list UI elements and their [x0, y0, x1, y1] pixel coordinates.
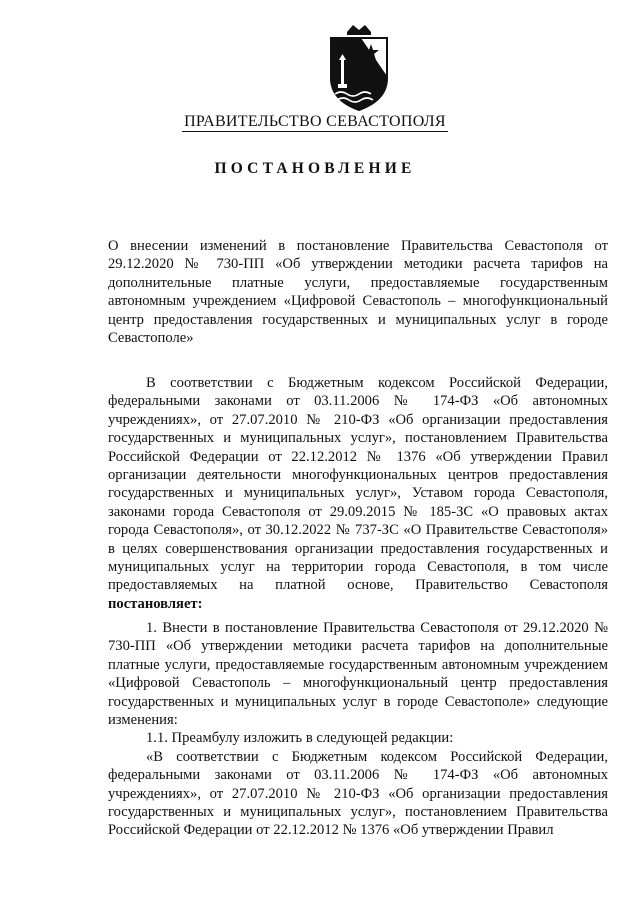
clause-1-1: 1.1. Преамбулу изложить в следующей редакции: [146, 730, 454, 747]
clauses [108, 619, 608, 840]
preamble-paragraph [108, 374, 608, 613]
preamble [108, 374, 608, 613]
decree-word: постановляет: [108, 595, 203, 612]
government-title: ПРАВИТЕЛЬСТВО СЕВАСТОПОЛЯ [184, 113, 446, 130]
document-type: ПОСТАНОВЛЕНИЕ [214, 160, 416, 177]
clause-1: 1. Внести в постановление Правительства Севастополя от 29.12.2020 № 730-ПП «Об утверждении методики расчета тарифов на дополнительные платные услуги, предоставляемые государственным автономным учреждением «Цифровой Севастополь – многофункциональный центр предоставления государственных и муниципальных услуг в городе Севастополе» следующие изменения: [108, 620, 608, 729]
sevastopol-coat-of-arms-icon [327, 20, 391, 112]
subject-text: О внесении изменений в постановление Правительства Севастополя от 29.12.2020 № 730-ПП «Об утверждении методики расчета тарифов на дополнительные платные услуги, предоставляемые государственным автономным учреждением «Цифровой Севастополь – многофункциональный центр предоставления государственных и муниципальных услуг в городе Севастополе» [108, 238, 608, 347]
document-subject [108, 237, 608, 347]
preamble-text: В соответствии с Бюджетным кодексом Российской Федерации, федеральными законами от 03.11.2006 № 174-ФЗ «Об автономных учреждениях», от 27.07.2010 № 210-ФЗ «Об организации предоставления государственных и муниципальных услуг», постановлением Правительства Российской Федерации от 22.12.2012 № 1376 «Об утверждении Правил организации деятельности многофункциональных центров предоставления государственных и муниципальных услуг», Уставом города Севастополя, законами города Севастополя от 29.09.2015 № 185-ЗС «О правовых актах города Севастополя», от 30.12.2022 № 737-ЗС «О Правительстве Севастополя» в целях совершенствования организации предоставления государственных и муниципальных услуг на территории города Севастополя, в том числе предоставляемых на платной основе, Правительство Севастополя [108, 375, 608, 594]
quoted-preamble: «В соответствии с Бюджетным кодексом Российской Федерации, федеральными законами от 03.11.2006 № 174-ФЗ «Об автономных учреждениях», от 27.07.2010 № 210-ФЗ «Об организации предоставления государственных и муниципальных услуг», постановлением Правительства Российской Федерации от 22.12.2012 № 1376 «Об утверждении Правил [108, 748, 608, 839]
